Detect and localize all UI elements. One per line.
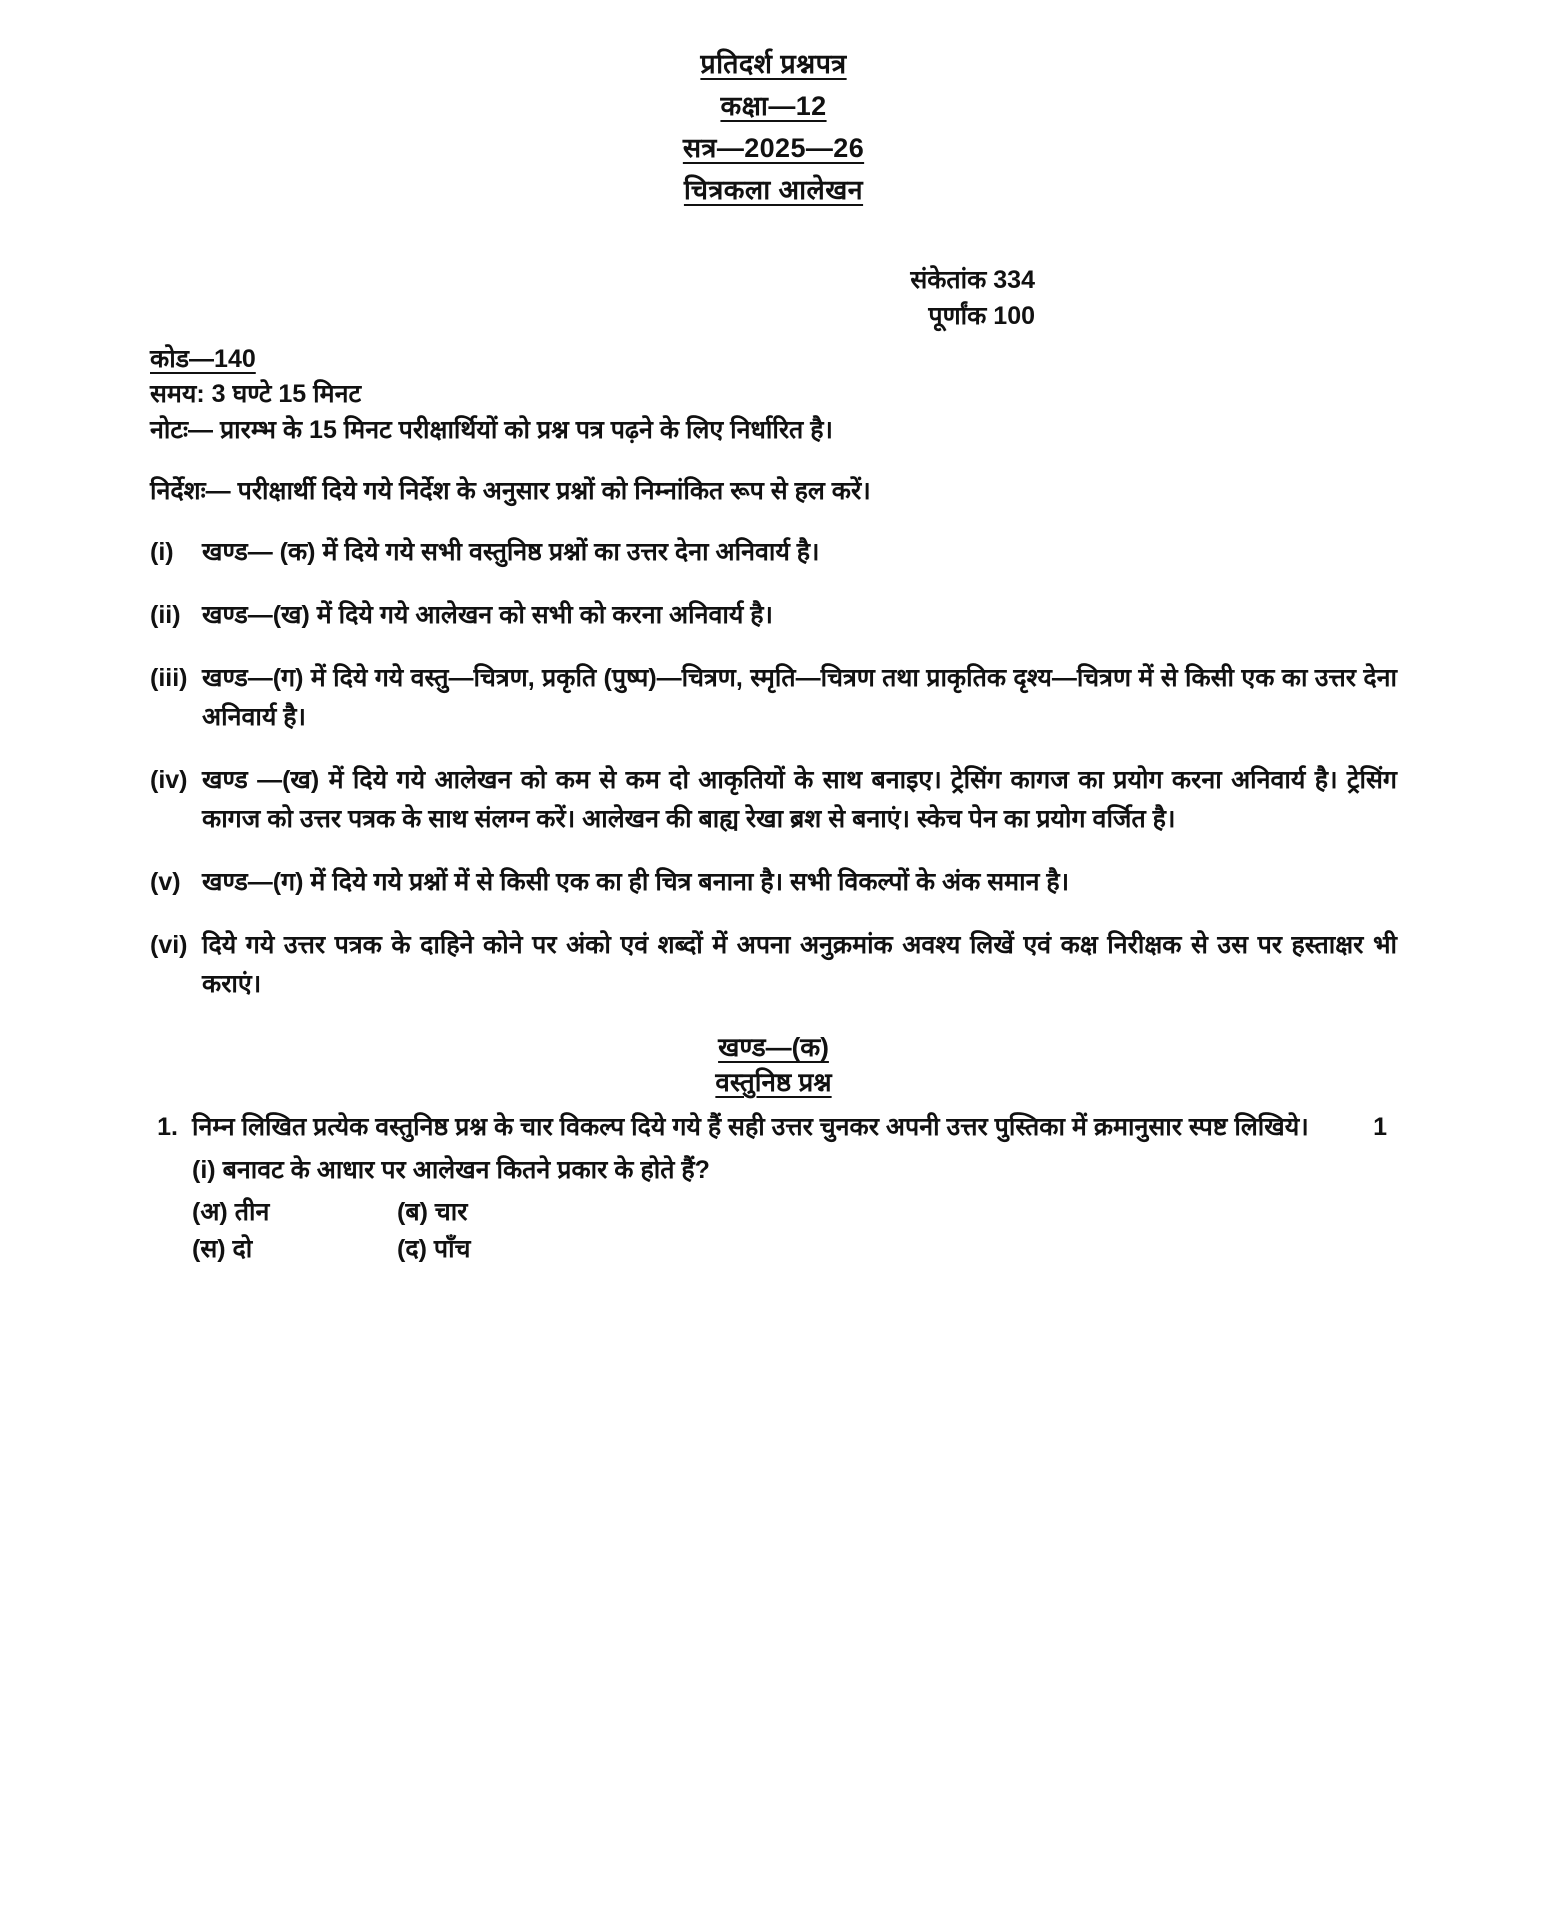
section-subtitle: वस्तुनिष्ठ प्रश्न: [715, 1067, 832, 1098]
instructions-block: [0, 411, 1547, 1004]
options-list: [192, 1194, 1397, 1269]
exam-meta-right: [0, 263, 1547, 334]
exam-duration: समय: 3 घण्टे 15 मिनट: [150, 379, 362, 408]
instruction-text: खण्ड— (क) में दिये गये सभी वस्तुनिष्ठ प्रश्नों का उत्तर देना अनिवार्य है।: [202, 538, 820, 567]
option-b-label: (ब): [397, 1197, 428, 1226]
instruction-item-i: [150, 533, 1397, 572]
section-title-row: [0, 1030, 1547, 1065]
sub-question-text: बनावट के आधार पर आलेखन कितने प्रकार के होते हैं?: [222, 1156, 710, 1185]
header-line-class: [0, 86, 1547, 128]
note-line: नोटः— प्रारम्भ के 15 मिनट परीक्षार्थियों को प्रश्न पत्र पढ़ने के लिए निर्धारित है।: [150, 416, 834, 445]
instruction-text: खण्ड —(ख) में दिये गये आलेखन को कम से कम दो आकृतियों के साथ बनाइए। ट्रेसिंग कागज का प्रयोग करना अनिवार्य है। ट्रेसिंग कागज को उत्तर पत्रक के साथ संलग्न करें। आलेखन की बाह्य रेखा ब्रश से बनाएं। स्केच पेन का प्रयोग वर्जित है।: [202, 766, 1397, 834]
question-body: [192, 1109, 1397, 1269]
header-line-session: [0, 128, 1547, 170]
paper-code-value: कोड—140: [150, 345, 256, 374]
option-c[interactable]: [192, 1231, 397, 1269]
question-row: [150, 1109, 1397, 1269]
sub-question-number: (i): [192, 1156, 216, 1185]
instruction-text: दिये गये उत्तर पत्रक के दाहिने कोने पर अंको एवं शब्दों में अपना अनुक्रमांक अवश्य लिखें एवं कक्ष निरीक्षक से उस पर हस्ताक्षर भी कराएं।: [202, 931, 1397, 999]
paper-code: [150, 342, 1547, 377]
sub-question-row: [192, 1152, 1397, 1190]
option-d-label: (द): [397, 1235, 427, 1264]
option-row-1: [192, 1194, 1397, 1232]
sanketank-value: संकेतांक 334: [910, 266, 1035, 295]
instruction-item-ii: [150, 596, 1397, 635]
header-line-subject: [0, 170, 1547, 212]
instruction-item-vi: [150, 926, 1397, 1004]
instruction-text: खण्ड—(ग) में दिये गये वस्तु—चित्रण, प्रकृति (पुष्प)—चित्रण, स्मृति—चित्रण तथा प्राकृतिक दृश्य—चित्रण में से किसी एक का उत्तर देना अनिवार्य है।: [202, 664, 1397, 732]
question-stem-row: [192, 1109, 1397, 1147]
instruction-item-iv: [150, 761, 1397, 839]
purnank-value: पूर्णांक 100: [928, 301, 1035, 330]
option-c-text: दो: [232, 1235, 253, 1264]
subject-label: चित्रकला आलेखन: [683, 174, 864, 205]
option-a[interactable]: [192, 1194, 397, 1232]
instruction-text: खण्ड—(ग) में दिये गये प्रश्नों में से किसी एक का ही चित्र बनाना है। सभी विकल्पों के अंक समान है।: [202, 868, 1070, 897]
instruction-marker: (ii): [150, 601, 181, 630]
option-row-2: [192, 1231, 1397, 1269]
section-heading: [0, 1030, 1547, 1100]
nirdesh-line: निर्देशः— परीक्षार्थी दिये गये निर्देश के अनुसार प्रश्नों को निम्नांकित रूप से हल करें।: [150, 477, 871, 506]
instruction-marker: (v): [150, 868, 181, 897]
class-label: कक्षा—12: [720, 90, 827, 121]
section-subtitle-row: [0, 1065, 1547, 1100]
instruction-marker: (iv): [150, 766, 188, 795]
header-line-title: [0, 44, 1547, 86]
option-b-text: चार: [434, 1197, 468, 1226]
instruction-text: खण्ड—(ख) में दिये गये आलेखन को सभी को करना अनिवार्य है।: [202, 601, 774, 630]
question-marks: 1: [1373, 1112, 1387, 1141]
instruction-item-iii: [150, 659, 1397, 737]
question-stem: निम्न लिखित प्रत्येक वस्तुनिष्ठ प्रश्न के चार विकल्प दिये गये हैं सही उत्तर चुनकर अपनी उत्तर पुस्तिका में क्रमानुसार स्पष्ट लिखिये।: [192, 1112, 1309, 1141]
option-a-text: तीन: [234, 1197, 270, 1226]
option-a-label: (अ): [192, 1197, 228, 1226]
exam-meta-left: [0, 342, 1547, 411]
question-block: [0, 1109, 1547, 1269]
session-label: सत्र—2025—26: [682, 132, 865, 163]
option-d[interactable]: [397, 1231, 470, 1269]
paper-title: प्रतिदर्श प्रश्नपत्र: [700, 49, 847, 79]
instruction-marker: (vi): [150, 931, 188, 960]
instruction-marker: (iii): [150, 664, 188, 693]
option-d-text: पाँच: [433, 1235, 471, 1264]
instruction-marker: (i): [150, 538, 174, 567]
option-b[interactable]: [397, 1194, 467, 1232]
option-c-label: (स): [192, 1235, 226, 1264]
document-header: [0, 0, 1547, 211]
question-number: 1.: [157, 1112, 178, 1141]
section-title: खण्ड—(क): [718, 1032, 829, 1063]
instruction-item-v: [150, 863, 1397, 902]
